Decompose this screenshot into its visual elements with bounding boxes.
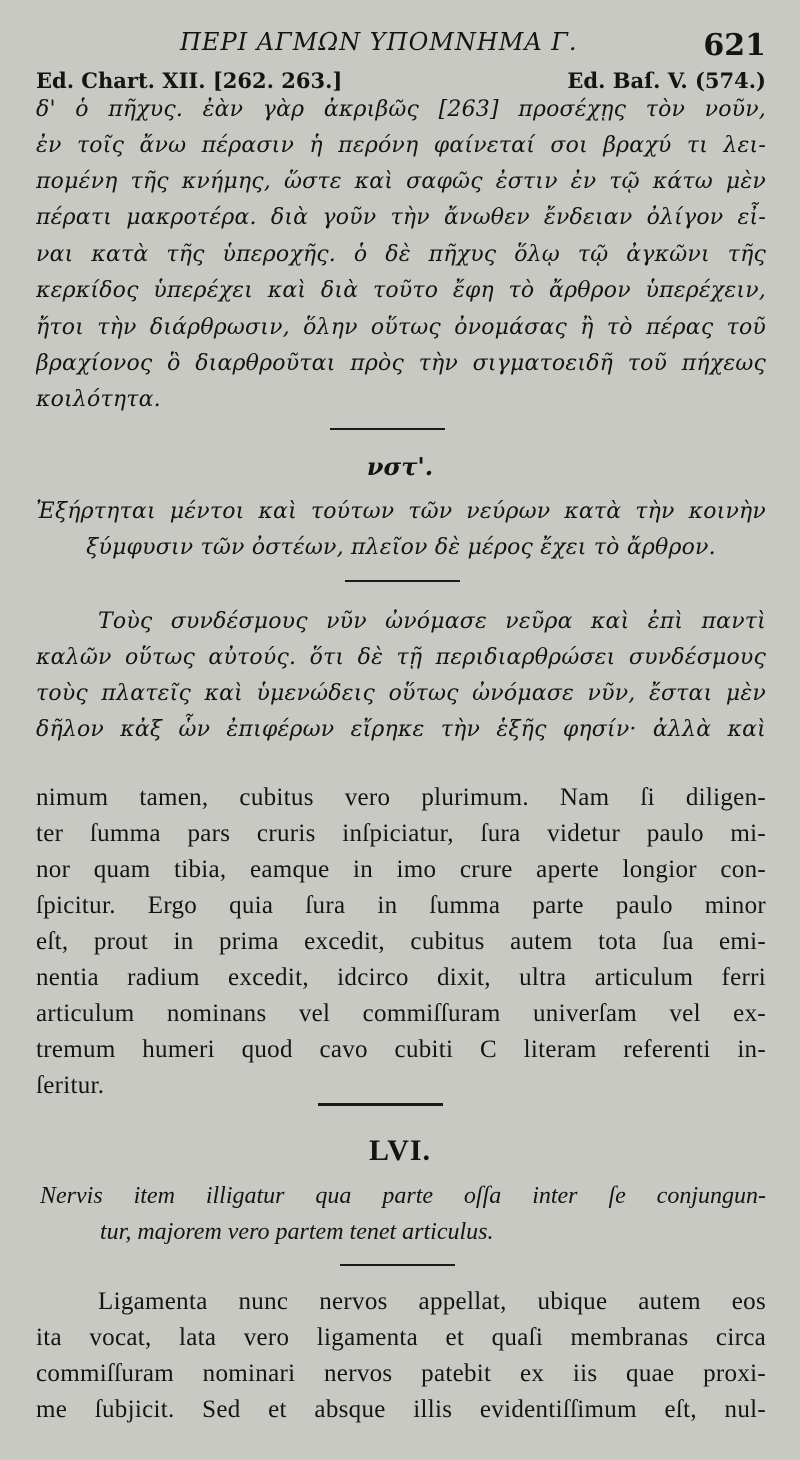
greek-text-line: ναι κατὰ τῆς ὑπεροχῆς. ὁ δὲ πῆχυς ὅλῳ τῷ ἀγκῶνι τῆς [36, 242, 766, 267]
latin-lemma-line: tur, majorem vero partem tenet articulus. [100, 1219, 494, 1245]
latin-text-line: eſt, prout in prima excedit, cubitus autem tota ſua emi- [36, 928, 766, 955]
latin-text-line: ſpicitur. Ergo quia ſura in ſumma parte paulo minor [36, 892, 766, 919]
greek-section-number: νστ'. [366, 452, 434, 481]
edition-basel-reference: Ed. Baſ. V. (574.) [567, 68, 766, 93]
latin-text-line: ter ſumma pars cruris inſpiciatur, ſura videtur paulo mi- [36, 820, 766, 847]
greek-text-line: Τοὺς συνδέσμους νῦν ὠνόμασε νεῦρα καὶ ἐπὶ παντὶ [98, 609, 766, 634]
latin-text-line: ita vocat, lata vero ligamenta et quaſi membranas circa [36, 1324, 766, 1351]
greek-text-line: δ' ὁ πῆχυς. ἐὰν γὰρ ἀκριβῶς [263] προσέχῃς τὸν νοῦν, [36, 97, 766, 122]
latin-text-line: nor quam tibia, eamque in imo crure aperte longior con- [36, 856, 766, 883]
greek-text-line: πέρατι μακροτέρα. διὰ γοῦν τὴν ἄνωθεν ἔνδειαν ὀλίγον εἶ- [36, 205, 766, 230]
latin-lemma-line: Nervis item illigatur qua parte oſſa inter ſe conjungun- [40, 1183, 766, 1209]
latin-text-line: ſeritur. [36, 1072, 105, 1099]
greek-lemma-line: ξύμφυσιν τῶν ὀστέων, πλεῖον δὲ μέρος ἔχει τὸ ἄρθρον. [86, 535, 716, 560]
latin-text-line: Ligamenta nunc nervos appellat, ubique autem eos [98, 1288, 766, 1315]
greek-text-line: πομένη τῆς κνήμης, ὥστε καὶ σαφῶς ἐστιν ἐν τῷ κάτω μὲν [36, 169, 766, 194]
section-divider [340, 1264, 455, 1266]
greek-text-line: ἤτοι τὴν διάρθρωσιν, ὅλην οὕτως ὀνομάσας ἢ τὸ πέρας τοῦ [36, 315, 766, 340]
running-title: ΠΕΡΙ ΑΓΜΩΝ ΥΠΟΜΝΗΜΑ Γ. [180, 28, 578, 56]
edition-reference-row [36, 68, 766, 93]
latin-text-line: tremum humeri quod cavo cubiti C literam referenti in- [36, 1036, 766, 1063]
edition-chart-reference: Ed. Chart. XII. [262. 263.] [36, 68, 343, 93]
latin-section-number: LVI. [368, 1134, 432, 1167]
latin-text-line: articulum nominans vel commiſſuram univerſam vel ex- [36, 1000, 766, 1027]
greek-text-line: κερκίδος ὑπερέχει καὶ διὰ τοῦτο ἔφη τὸ ἄρθρον ὑπερέχειν, [36, 278, 766, 303]
greek-text-line: δῆλον κἀξ ὧν ἐπιφέρων εἴρηκε τὴν ἑξῆς φησίν· ἀλλὰ καὶ [36, 717, 766, 742]
greek-text-line: τοὺς πλατεῖς καὶ ὑμενώδεις οὕτως ὠνόμασε νῦν, ἔσται μὲν [36, 681, 766, 706]
greek-text-line: ἐν τοῖς ἄνω πέρασιν ἡ περόνη φαίνεταί σοι βραχύ τι λει- [36, 133, 766, 158]
latin-text-line: me ſubjicit. Sed et absque illis evidentiſſimum eſt, nul- [36, 1396, 766, 1423]
latin-text-line: nimum tamen, cubitus vero plurimum. Nam ſi diligen- [36, 784, 766, 811]
greek-text-line: κοιλότητα. [36, 387, 161, 412]
greek-text-line: καλῶν οὕτως αὐτούς. ὅτι δὲ τῇ περιδιαρθρώσει συνδέσμους [36, 645, 766, 670]
section-divider [318, 1103, 443, 1106]
section-divider [330, 428, 445, 430]
greek-lemma-line: Ἐξήρτηται μέντοι καὶ τούτων τῶν νεύρων κατὰ τὴν κοινὴν [36, 499, 766, 524]
page-number: 621 [703, 28, 766, 63]
section-divider [345, 580, 460, 582]
greek-text-line: βραχίονος ὃ διαρθροῦται πρὸς τὴν σιγματοειδῆ τοῦ πήχεως [36, 351, 766, 376]
latin-text-line: nentia radium excedit, idcirco dixit, ultra articulum ferri [36, 964, 766, 991]
latin-text-line: commiſſuram nominari nervos patebit ex iis quae proxi- [36, 1360, 766, 1387]
